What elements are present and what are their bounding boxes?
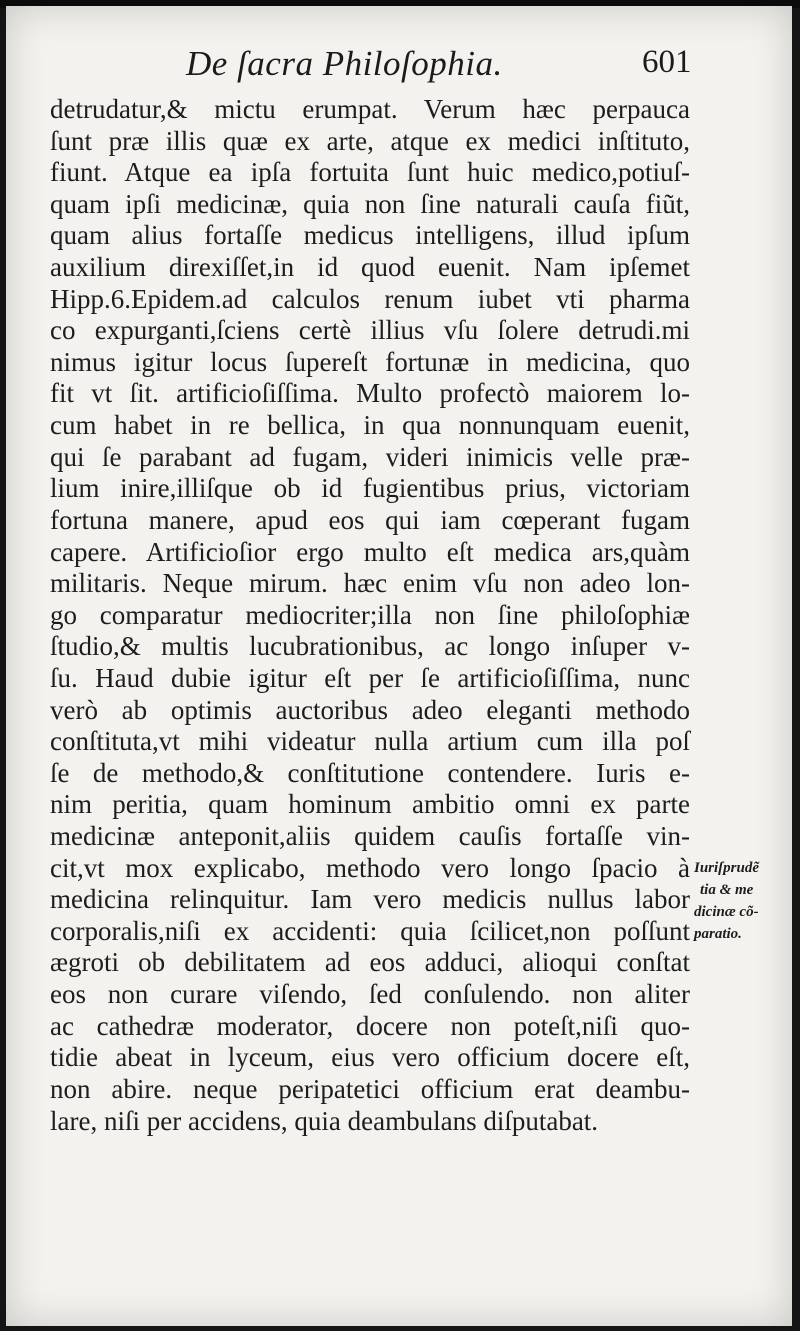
text-line: qui ſe parabant ad fugam, videri inimicis velle præ- <box>50 441 690 472</box>
running-head: De ſacra Philoſophia. <box>186 44 503 83</box>
text-line: quam ipſi medicinæ, quia non ſine naturali cauſa fiũt, <box>50 188 690 219</box>
text-line: ſunt præ illis quæ ex arte, atque ex medici inſtituto, <box>50 125 690 156</box>
marginal-note-line: tia & me <box>700 882 754 898</box>
text-line: ſe de methodo,& conſtitutione contendere. Iuris e- <box>50 757 690 788</box>
text-line: non abire. neque peripatetici officium erat deambu- <box>50 1073 690 1104</box>
text-line: ſu. Haud dubie igitur eſt per ſe artificioſiſſima, nunc <box>50 662 690 693</box>
text-line: auxilium direxiſſet,in id quod euenit. Nam ipſemet <box>50 252 690 283</box>
text-line: capere. Artificioſior ergo multo eſt medica ars,quàm <box>50 536 690 567</box>
page-number: 601 <box>642 44 692 80</box>
text-line: fortuna manere, apud eos qui iam cœperant fugam <box>50 504 690 535</box>
text-line: detrudatur,& mictu erumpat. Verum hæc perpauca <box>50 94 690 124</box>
text-line: verò ab optimis auctoribus adeo eleganti methodo <box>50 694 690 725</box>
marginal-note-line: Iuriſprudẽ <box>694 860 760 876</box>
text-line: conſtituta,vt mihi videatur nulla artium cum illa poſ <box>50 726 690 757</box>
text-line: medicina relinquitur. Iam vero medicis nullus labor <box>50 884 690 915</box>
text-line: lium inire,illiſque ob id fugientibus prius, victoriam <box>50 473 690 504</box>
text-line: corporalis,niſi ex accidenti: quia ſcilicet,non poſſunt <box>50 915 690 946</box>
text-line: quam alius fortaſſe medicus intelligens, illud ipſum <box>50 220 690 251</box>
marginal-note-line: dicinæ cõ- <box>694 904 759 920</box>
text-line: eos non curare viſendo, ſed conſulendo. non aliter <box>50 979 690 1010</box>
text-line: tidie abeat in lyceum, eius vero officium docere eſt, <box>50 1042 690 1073</box>
text-line: co expurganti,ſciens certè illius vſu ſolere detrudi.mi <box>50 315 690 346</box>
text-line: militaris. Neque mirum. hæc enim vſu non adeo lon- <box>50 568 690 599</box>
body-text <box>50 94 690 1137</box>
text-line: ac cathedræ moderator, docere non poteſt,niſi quo- <box>50 1010 690 1041</box>
book-page <box>6 6 792 1326</box>
text-line: cit,vt mox explicabo, methodo vero longo ſpacio à <box>50 852 690 883</box>
text-line: nim peritia, quam hominum ambitio omni ex parte <box>50 789 690 820</box>
text-line: fiunt. Atque ea ipſa fortuita ſunt huic medico,potiuſ- <box>50 157 690 188</box>
text-line: medicinæ anteponit,aliis quidem cauſis fortaſſe vin- <box>50 821 690 852</box>
text-line: ſtudio,& multis lucubrationibus, ac longo inſuper v- <box>50 631 690 662</box>
marginal-note-line: paratio. <box>694 926 742 942</box>
text-line: ægroti ob debilitatem ad eos adduci, alioqui conſtat <box>50 947 690 978</box>
text-line: lare, niſi per accidens, quia deambulans diſputabat. <box>50 1105 599 1136</box>
text-line: fit vt ſit. artificioſiſſima. Multo profectò maiorem lo- <box>50 378 690 409</box>
text-line: nimus igitur locus ſupereſt fortunæ in medicina, quo <box>50 346 690 377</box>
marginal-note <box>694 857 794 945</box>
text-line: cum habet in re bellica, in qua nonnunquam euenit, <box>50 410 690 441</box>
text-line: Hipp.6.Epidem.ad calculos renum iubet vti pharma <box>50 283 690 314</box>
text-line: go comparatur mediocriter;illa non ſine philoſophiæ <box>50 599 690 630</box>
